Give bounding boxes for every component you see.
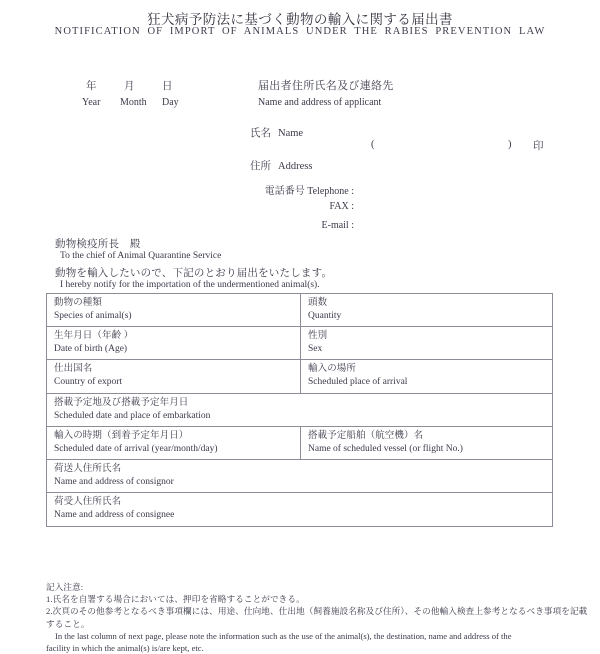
notes-item-2-en-line1: In the last column of next page, please note the information such as the use of the animal(s), the destination, name and address of the [55, 630, 512, 641]
address-label-en: Address [278, 161, 313, 172]
fax-label: FAX : [329, 201, 354, 212]
seal-mark: 印 [533, 141, 544, 152]
cell-label-jp: 荷送人住所氏名 [54, 464, 122, 475]
year-label-jp: 年 [86, 81, 97, 92]
day-label-en: Day [162, 97, 179, 108]
applicant-heading-jp: 届出者住所氏名及び連絡先 [258, 80, 394, 92]
cell-consignee[interactable] [47, 493, 553, 526]
page-title-english: NOTIFICATION OF IMPORT OF ANIMALS UNDER THE RABIES PREVENTION LAW [54, 26, 546, 37]
addressee-chief-en: To the chief of Animal Quarantine Service [60, 251, 222, 261]
address-label-jp: 住所 [250, 161, 271, 172]
cell-date-of-birth[interactable] [47, 327, 301, 360]
table-row [47, 460, 553, 493]
cell-date-of-arrival[interactable] [47, 426, 301, 459]
cell-label-jp: 輸入の場所 [308, 364, 357, 375]
declaration-jp: 動物を輸入したいので、下記のとおり届出をいたします。 [55, 268, 333, 279]
date-labels-english [82, 97, 179, 108]
cell-place-of-arrival[interactable] [301, 360, 553, 393]
cell-label-en: Name and address of consignee [54, 510, 175, 521]
date-labels-japanese [86, 78, 200, 93]
applicant-heading-en: Name and address of applicant [258, 97, 382, 108]
page-title-japanese: 狂犬病予防法に基づく動物の輸入に関する届出書 [147, 12, 453, 27]
cell-label-en: Country of export [54, 377, 123, 388]
cell-consignor[interactable] [47, 460, 553, 493]
cell-label-jp: 頭数 [308, 298, 328, 308]
cell-label-jp: 荷受人住所氏名 [54, 497, 122, 508]
year-label-en: Year [82, 97, 101, 108]
cell-label-jp: 仕出国名 [54, 364, 93, 375]
month-label-jp: 月 [124, 81, 135, 92]
cell-vessel-name[interactable] [301, 426, 553, 459]
name-label-jp: 氏名 [250, 128, 271, 139]
cell-label-en: Name of scheduled vessel (or flight No.) [308, 443, 463, 454]
telephone-label-en: Telephone : [307, 186, 354, 197]
fax-row [0, 201, 354, 212]
cell-species[interactable] [47, 294, 301, 327]
table-row [47, 393, 553, 426]
telephone-row [0, 182, 354, 197]
cell-label-en: Scheduled place of arrival [308, 377, 408, 388]
notes-section [46, 581, 594, 654]
cell-quantity[interactable] [301, 294, 553, 327]
table-row [47, 493, 553, 526]
notes-item-2-jp: 2.次頁のその他参考となるべき事項欄には、用途、仕向地、仕出地（飼養施設名称及び住所）、その他輸入検査上参考となるべき事項を記載すること。 [46, 606, 588, 629]
table-row [47, 426, 553, 459]
animal-details-table [46, 293, 553, 527]
cell-sex[interactable] [301, 327, 553, 360]
cell-label-en: Sex [308, 344, 323, 355]
name-label-en: Name [278, 128, 304, 139]
telephone-label-jp: 電話番号 [264, 186, 305, 197]
table-row [47, 294, 553, 327]
applicant-name-label [250, 125, 303, 140]
table-body [47, 294, 553, 527]
cell-label-jp: 性別 [308, 331, 328, 342]
email-label: E-mail : [321, 220, 354, 231]
declaration-en: I hereby notify for the importation of the undermentioned animal(s). [60, 280, 320, 290]
cell-label-en: Scheduled date and place of embarkation [54, 410, 211, 421]
month-label-en: Month [120, 97, 147, 108]
cell-country-of-export[interactable] [47, 360, 301, 393]
cell-label-en: Scheduled date of arrival (year/month/day) [54, 443, 218, 454]
cell-label-en: Species of animal(s) [54, 310, 132, 321]
cell-label-jp: 生年月日（年齢 ） [54, 331, 134, 342]
cell-label-jp: 搭載予定船舶（航空機）名 [308, 430, 424, 441]
cell-embarkation[interactable] [47, 393, 553, 426]
cell-label-en: Name and address of consignor [54, 476, 174, 487]
notes-item-2-en-line2: facility in which the animal(s) is/are kept, etc. [46, 643, 204, 654]
cell-label-jp: 輸入の時期（到着予定年月日） [54, 430, 189, 441]
furigana-paren-close: ) [508, 139, 512, 150]
table-row [47, 360, 553, 393]
furigana-paren-open: ( [371, 139, 375, 150]
addressee-chief-jp: 動物検疫所長 殿 [55, 239, 141, 250]
notes-item-1-jp: 1.氏名を自署する場合においては、押印を省略することができる。 [46, 594, 305, 605]
notes-heading: 記入注意: [46, 582, 84, 592]
cell-label-en: Date of birth (Age) [54, 344, 128, 355]
cell-label-jp: 搭載予定地及び搭載予定年月日 [54, 397, 189, 408]
email-row [0, 220, 354, 231]
table-row [47, 327, 553, 360]
cell-label-en: Quantity [308, 310, 342, 321]
cell-label-jp: 動物の種類 [54, 298, 103, 308]
applicant-address-label [250, 158, 312, 173]
day-label-jp: 日 [162, 81, 173, 92]
